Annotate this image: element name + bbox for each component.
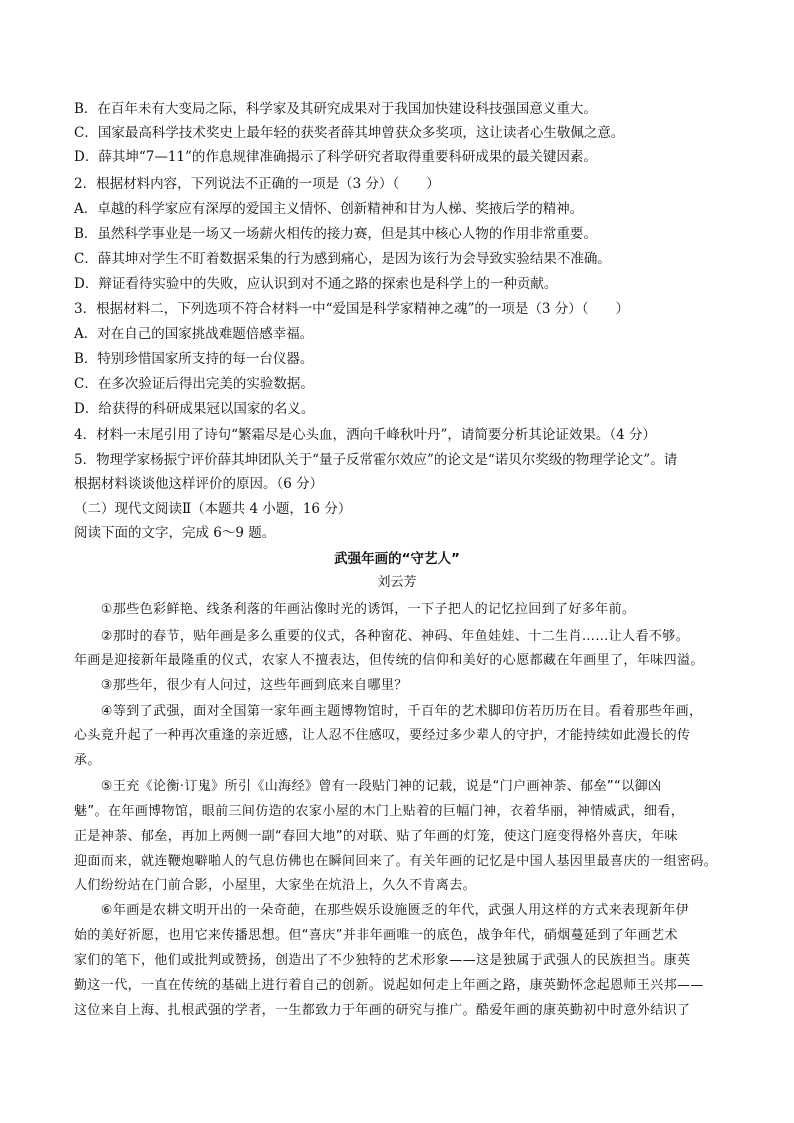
option-3d: D．给获得的科研成果冠以国家的名义。 [74, 401, 315, 417]
question-3: 3．根据材料二，下列选项不符合材料一中“爱国是科学家精神之魂”的一项是（3 分）（ ） [74, 301, 630, 317]
question-5: 5．物理学家杨振宁评价薛其坤团队关于“量子反常霍尔效应”的论文是“诺贝尔奖级的物理学论文”。请 [74, 452, 678, 468]
article-paragraph-line: 这位来自上海、扎根武强的学者，一生都致力于年画的研究与推广。酷爱年画的康英勤初中时意外结识了 [74, 1003, 691, 1018]
option-1c: C．国家最高科学技术奖史上最年轻的获奖者薛其坤曾获众多奖项，这让读者心生敬佩之意。 [74, 125, 625, 141]
article-paragraph-line: ③那些年，很少有人问过，这些年画到底来自哪里？ [74, 678, 408, 693]
article-paragraph-line: ⑥年画是农耕文明开出的一朵奇葩，在那些娱乐设施匮乏的年代，武强人用这样的方式来表现新年伊 [74, 903, 690, 918]
article-paragraph-line: 家们的笔下，他们或批判或赞扬，创造出了不少独特的艺术形象——这是独属于武强人的民族担当。康英 [74, 953, 691, 968]
question-2: 2．根据材料内容，下列说法不正确的一项是（3 分）（ ） [74, 176, 440, 192]
option-3c: C．在多次验证后得出完美的实验数据。 [74, 376, 314, 392]
question-5-cont: 根据材料谈谈他这样评价的原因。（6 分） [74, 476, 324, 492]
option-1b: B．在百年未有大变局之际，科学家及其研究成果对于我国加快建设科技强国意义重大。 [74, 101, 597, 117]
article-paragraph-line: 魅”。在年画博物馆，眼前三间仿造的农家小屋的木门上贴着的巨幅门神，衣着华丽，神情威武，细看， [74, 804, 685, 819]
article-paragraph-line: 承。 [74, 753, 101, 768]
article-paragraph-line: 人们纷纷站在门前合影，小屋里，大家坐在炕沿上，久久不肯离去。 [74, 878, 477, 893]
article-paragraph-line: 心头竟升起了一种再次重逢的亲近感，让人忍不住感叹，要经过多少辈人的守护，才能持续如此漫长的传 [74, 728, 691, 743]
option-2a: A．卓越的科学家应有深厚的爱国主义情怀、创新精神和甘为人梯、奖掖后学的精神。 [74, 201, 584, 217]
article-author: 刘云芳 [377, 575, 417, 590]
article-paragraph-line: ⑤王充《论衡·订鬼》所引《山海经》曾有一段贴门神的记载，说是“门户画神荼、郁垒”“以御凶 [74, 779, 662, 794]
article-paragraph-line: 年画是迎接新年最隆重的仪式，农家人不擅表达，但传统的信仰和美好的心愿都藏在年画里了，年味四溢。 [74, 653, 704, 668]
article-title: 武强年画的“守艺人” [334, 551, 460, 567]
reading-instruction: 阅读下面的文字，完成 6～9 题。 [74, 525, 276, 541]
option-2b: B．虽然科学事业是一场又一场薪火相传的接力赛，但是其中核心人物的作用非常重要。 [74, 226, 597, 242]
option-2d: D．辩证看待实验中的失败，应认识到对不通之路的探索也是科学上的一种贡献。 [74, 276, 558, 292]
article-paragraph-line: 勤这一代，一直在传统的基础上进行着自己的创新。说起如何走上年画之路，康英勤怀念起恩师王兴邦—— [74, 978, 704, 993]
article-paragraph-line: 始的美好祈愿，也用它来传播思想。但“喜庆”并非年画唯一的底色，战争年代，硝烟蔓延到了年画艺术 [74, 928, 678, 943]
option-3a: A．对在自己的国家挑战难题倍感幸福。 [74, 326, 314, 342]
article-paragraph-line: ①那些色彩鲜艳、线条利落的年画沾像时光的诱饵，一下子把人的记忆拉回到了好多年前。 [74, 602, 636, 617]
option-2c: C．薛其坤对学生不盯着数据采集的行为感到痛心，是因为该行为会导致实验结果不准确。 [74, 251, 611, 267]
option-1d: D．薛其坤“7—11”的作息规律准确揭示了科学研究者取得重要科研成果的最关键因素。 [74, 149, 597, 165]
article-paragraph-line: ②那时的春节，贴年画是多么重要的仪式，各种窗花、神码、年鱼娃娃、十二生肖……让人看不够。 [74, 629, 690, 644]
article-paragraph-line: ④等到了武强，面对全国第一家年画主题博物馆时，千百年的艺术脚印仿若历历在目。看着那些年画， [74, 704, 703, 719]
question-4: 4．材料一末尾引用了诗句“繁霜尽是心头血，洒向千峰秋叶丹”，请简要分析其论证效果。（4 分） [74, 427, 657, 443]
option-3b: B．特别珍惜国家所支持的每一台仪器。 [74, 351, 314, 367]
article-paragraph-line: 正是神荼、郁垒，再加上两侧一副“春回大地”的对联、贴了年画的灯笼，使这门庭变得格外喜庆，年味 [74, 829, 678, 844]
section-heading: （二）现代文阅读Ⅱ（本题共 4 小题，16 分） [74, 501, 352, 517]
article-paragraph-line: 迎面而来，就连鞭炮噼啪人的气息仿佛也在瞬间回来了。有关年画的记忆是中国人基因里最喜庆的一组密码。 [74, 854, 718, 869]
